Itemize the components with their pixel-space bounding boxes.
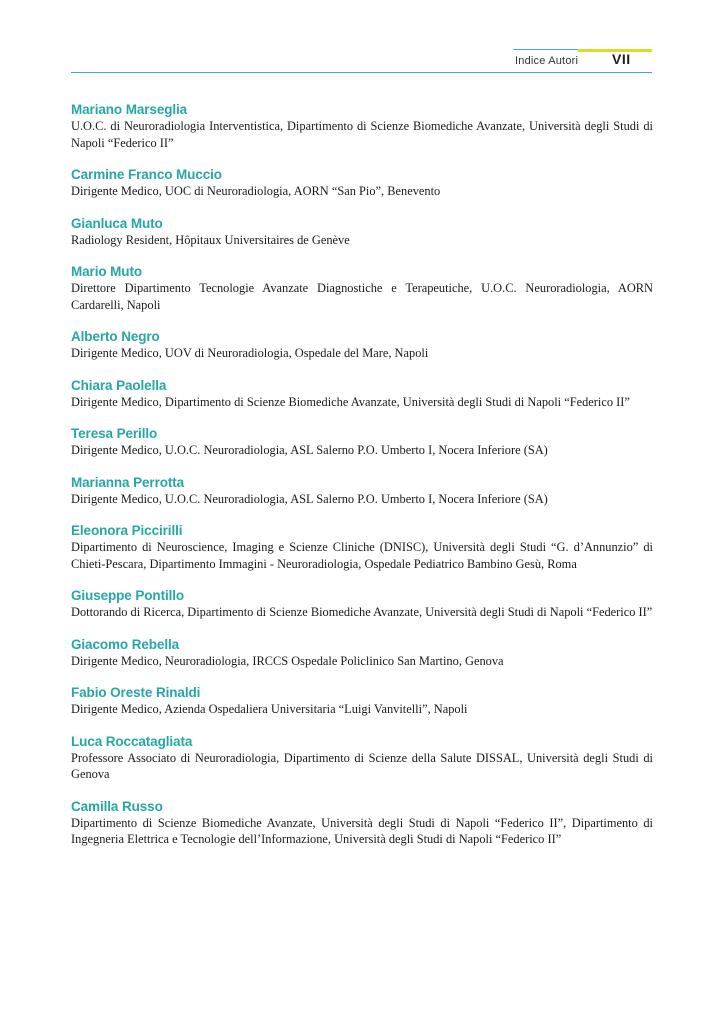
- author-affiliation: Radiology Resident, Hôpitaux Universitaires de Genève: [71, 232, 350, 247]
- author-affiliation: U.O.C. di Neuroradiologia Interventistica, Dipartimento di Scienze Biomediche Avanzate, Università degli Studi di Napoli “Federico II”: [71, 119, 653, 150]
- author-name: Mariano Marseglia: [71, 102, 188, 117]
- author-entry: [71, 377, 653, 411]
- author-affiliation: Dirigente Medico, Neuroradiologia, IRCCS Ospedale Policlinico San Martino, Genova: [71, 653, 504, 668]
- author-affiliation: Dirigente Medico, UOC di Neuroradiologia, AORN “San Pio”, Benevento: [71, 184, 441, 198]
- author-entry: [71, 263, 653, 313]
- author-entry: [71, 587, 653, 621]
- author-entry: [71, 101, 653, 151]
- author-name: Gianluca Muto: [71, 215, 163, 231]
- author-affiliation: Professore Associato di Neuroradiologia, Dipartimento di Scienze della Salute DISSAL, Università degli Studi di Genova: [71, 750, 653, 781]
- author-name: Alberto Negro: [71, 329, 160, 344]
- author-entry: [71, 798, 653, 848]
- author-name: Eleonora Piccirilli: [71, 523, 183, 538]
- author-name: Mario Muto: [71, 264, 142, 279]
- author-affiliation: Dirigente Medico, U.O.C. Neuroradiologia, ASL Salerno P.O. Umberto I, Nocera Inferiore (SA): [71, 443, 548, 457]
- author-name: Camilla Russo: [71, 798, 163, 814]
- author-name: Teresa Perillo: [71, 426, 158, 441]
- author-name: Giuseppe Pontillo: [71, 588, 185, 603]
- header-rule: [71, 72, 652, 73]
- author-entry: [71, 636, 653, 670]
- author-name: Luca Roccatagliata: [71, 733, 193, 749]
- author-affiliation: Dirigente Medico, Azienda Ospedaliera Universitaria “Luigi Vanvitelli”, Napoli: [71, 702, 468, 716]
- author-affiliation: Dirigente Medico, Dipartimento di Scienze Biomediche Avanzate, Università degli Studi di Napoli “Federico II”: [71, 394, 630, 409]
- author-entry: [71, 215, 653, 249]
- author-name: Chiara Paolella: [71, 377, 167, 393]
- author-name: Marianna Perrotta: [71, 474, 185, 490]
- author-entry: [71, 733, 653, 783]
- author-name: Giacomo Rebella: [71, 636, 180, 652]
- running-header-section: Indice Autori: [515, 55, 579, 67]
- author-entry: [71, 425, 653, 459]
- author-affiliation: Dipartimento di Neuroscience, Imaging e Scienze Cliniche (DNISC), Università degli Studi “G. d’Annunzio” di Chieti-Pescara, Dipartimento Immagini - Neuroradiologia, Ospedale Pediatrico Bambino Gesù, Roma: [71, 540, 653, 571]
- author-affiliation: Dirigente Medico, UOV di Neuroradiologia, Ospedale del Mare, Napoli: [71, 346, 429, 360]
- author-entry: [71, 328, 653, 362]
- author-entry: [71, 522, 653, 572]
- author-entry: [71, 166, 653, 200]
- author-index-list: [71, 101, 653, 863]
- author-entry: [71, 684, 653, 718]
- author-affiliation: Direttore Dipartimento Tecnologie Avanzate Diagnostiche e Terapeutiche, U.O.C. Neuroradiologia, AORN Cardarelli, Napoli: [71, 281, 653, 312]
- page-number: VII: [612, 51, 631, 67]
- author-name: Fabio Oreste Rinaldi: [71, 685, 201, 700]
- author-name: Carmine Franco Muccio: [71, 167, 222, 182]
- author-affiliation: Dottorando di Ricerca, Dipartimento di Scienze Biomediche Avanzate, Università degli Studi di Napoli “Federico II”: [71, 605, 653, 619]
- author-entry: [71, 474, 653, 508]
- author-affiliation: Dipartimento di Scienze Biomediche Avanzate, Università degli Studi di Napoli “Federico II”, Dipartimento di Ingegneria Elettrica e Tecnologie dell’Informazione, Università degli Studi di Napoli “Federico II”: [71, 815, 653, 846]
- author-affiliation: Dirigente Medico, U.O.C. Neuroradiologia, ASL Salerno P.O. Umberto I, Nocera Inferiore (SA): [71, 491, 548, 506]
